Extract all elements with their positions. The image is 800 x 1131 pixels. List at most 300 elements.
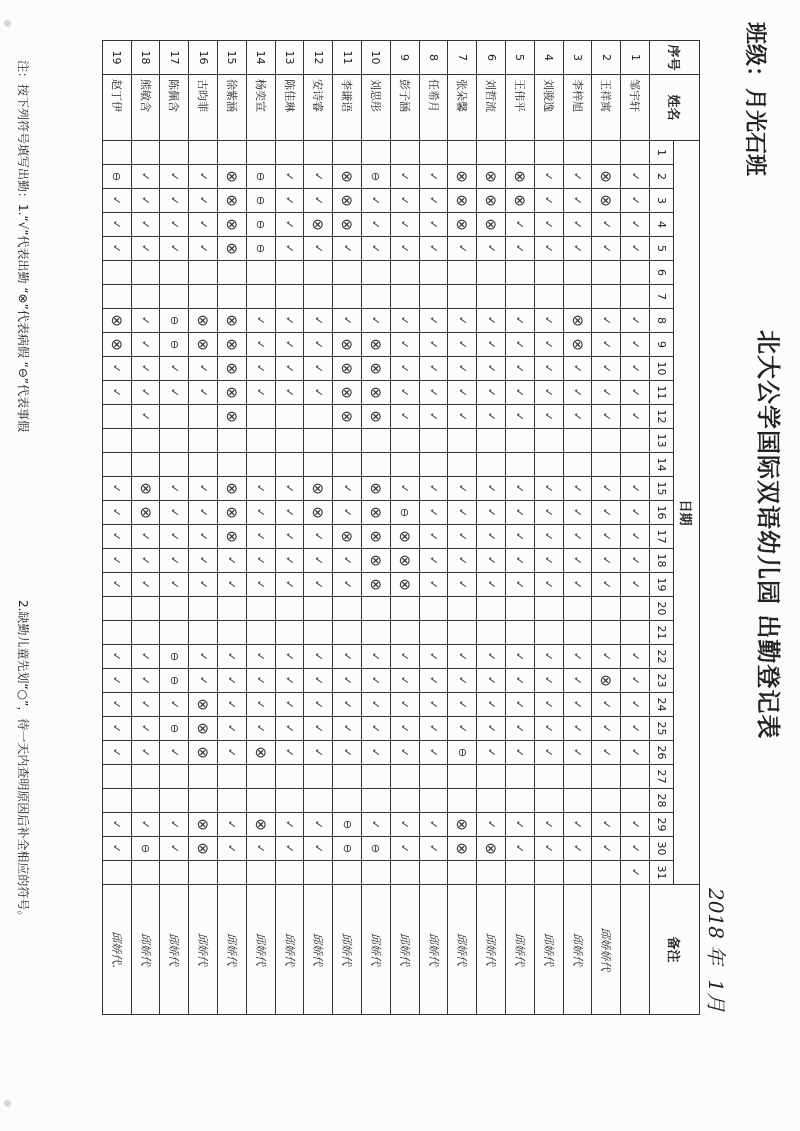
remark-signature: 邱娇代 xyxy=(477,885,506,1015)
attendance-mark xyxy=(333,141,362,165)
attendance-mark xyxy=(390,261,419,285)
attendance-mark: ✓ xyxy=(304,333,333,357)
attendance-mark: ⊖ xyxy=(362,837,391,861)
attendance-mark: ✓ xyxy=(333,549,362,573)
attendance-mark: ✓ xyxy=(419,381,448,405)
attendance-mark xyxy=(592,597,621,621)
attendance-mark: ⊗ xyxy=(448,165,477,189)
attendance-mark: ✓ xyxy=(506,477,535,501)
row-index: 5 xyxy=(506,41,535,75)
attendance-mark: ✓ xyxy=(102,837,131,861)
attendance-mark xyxy=(102,765,131,789)
table-row xyxy=(477,41,506,1015)
attendance-mark: ✓ xyxy=(275,573,304,597)
attendance-mark xyxy=(592,141,621,165)
attendance-mark xyxy=(218,621,247,645)
attendance-mark xyxy=(362,597,391,621)
remark-signature: 邱娇代 xyxy=(246,885,275,1015)
attendance-mark: ✓ xyxy=(362,645,391,669)
attendance-mark xyxy=(477,597,506,621)
attendance-mark xyxy=(246,453,275,477)
student-name: 徐紫涵 xyxy=(218,75,247,141)
remark-signature: 邱娇代 xyxy=(506,885,535,1015)
attendance-mark: ✓ xyxy=(131,309,160,333)
col-name-header: 姓名 xyxy=(650,75,700,141)
attendance-mark: ✓ xyxy=(621,669,650,693)
attendance-mark: ✓ xyxy=(419,357,448,381)
student-name: 张朵馨 xyxy=(448,75,477,141)
day-header: 24 xyxy=(650,693,674,717)
attendance-mark xyxy=(275,453,304,477)
attendance-mark xyxy=(592,261,621,285)
attendance-mark: ✓ xyxy=(534,405,563,429)
attendance-mark: ⊗ xyxy=(218,237,247,261)
attendance-mark: ✓ xyxy=(275,165,304,189)
attendance-mark: ✓ xyxy=(189,477,218,501)
attendance-mark: ⊗ xyxy=(592,189,621,213)
attendance-mark xyxy=(362,621,391,645)
attendance-mark: ✓ xyxy=(246,669,275,693)
attendance-mark xyxy=(304,789,333,813)
attendance-mark xyxy=(477,285,506,309)
attendance-mark xyxy=(275,285,304,309)
attendance-mark: ✓ xyxy=(304,837,333,861)
attendance-mark xyxy=(160,789,189,813)
attendance-mark: ⊗ xyxy=(102,309,131,333)
attendance-mark: ✓ xyxy=(563,477,592,501)
attendance-mark xyxy=(275,789,304,813)
attendance-mark: ✓ xyxy=(506,309,535,333)
attendance-mark: ✓ xyxy=(160,813,189,837)
attendance-mark xyxy=(563,765,592,789)
attendance-mark xyxy=(448,789,477,813)
attendance-mark: ✓ xyxy=(592,237,621,261)
attendance-mark: ⊗ xyxy=(477,165,506,189)
attendance-mark xyxy=(419,765,448,789)
attendance-mark: ✓ xyxy=(621,357,650,381)
attendance-mark: ✓ xyxy=(506,669,535,693)
attendance-mark xyxy=(419,141,448,165)
attendance-mark: ✓ xyxy=(506,717,535,741)
attendance-mark xyxy=(448,453,477,477)
attendance-mark: ✓ xyxy=(390,237,419,261)
attendance-mark: ✓ xyxy=(275,741,304,765)
attendance-mark: ✓ xyxy=(275,717,304,741)
attendance-mark xyxy=(534,765,563,789)
attendance-mark: ⊗ xyxy=(563,309,592,333)
attendance-mark: ✓ xyxy=(448,357,477,381)
attendance-mark: ⊗ xyxy=(390,573,419,597)
day-header: 28 xyxy=(650,789,674,813)
attendance-mark: ✓ xyxy=(592,309,621,333)
attendance-mark xyxy=(621,789,650,813)
attendance-mark: ✓ xyxy=(160,381,189,405)
table-row xyxy=(160,41,189,1015)
row-index: 18 xyxy=(131,41,160,75)
attendance-mark: ✓ xyxy=(131,645,160,669)
remark-signature: 邱娇代 xyxy=(333,885,362,1015)
class-label: 班级：月光石班 xyxy=(742,22,767,177)
attendance-mark: ✓ xyxy=(275,501,304,525)
attendance-mark xyxy=(506,261,535,285)
attendance-mark: ⊗ xyxy=(304,213,333,237)
attendance-mark: ✓ xyxy=(592,573,621,597)
attendance-mark: ✓ xyxy=(592,645,621,669)
attendance-mark: ⊗ xyxy=(362,525,391,549)
row-index: 14 xyxy=(246,41,275,75)
attendance-mark: ✓ xyxy=(592,837,621,861)
attendance-mark: ✓ xyxy=(419,549,448,573)
attendance-mark: ✓ xyxy=(304,357,333,381)
attendance-mark: ✓ xyxy=(563,165,592,189)
attendance-mark: ✓ xyxy=(102,237,131,261)
attendance-mark: ⊗ xyxy=(246,813,275,837)
attendance-mark xyxy=(419,621,448,645)
attendance-mark: ✓ xyxy=(131,717,160,741)
attendance-mark: ✓ xyxy=(477,357,506,381)
attendance-mark: ✓ xyxy=(621,741,650,765)
day-header: 3 xyxy=(650,189,674,213)
attendance-mark xyxy=(246,789,275,813)
attendance-mark: ✓ xyxy=(333,693,362,717)
student-name: 陈佩含 xyxy=(160,75,189,141)
attendance-mark: ✓ xyxy=(246,357,275,381)
student-name: 彭子涵 xyxy=(390,75,419,141)
attendance-mark xyxy=(362,861,391,885)
attendance-mark: ⊗ xyxy=(506,165,535,189)
attendance-mark xyxy=(189,405,218,429)
attendance-mark: ✓ xyxy=(333,501,362,525)
attendance-mark xyxy=(333,429,362,453)
attendance-mark: ✓ xyxy=(563,405,592,429)
attendance-mark xyxy=(189,765,218,789)
attendance-mark: ✓ xyxy=(189,381,218,405)
attendance-mark: ✓ xyxy=(592,405,621,429)
attendance-mark: ⊗ xyxy=(218,477,247,501)
attendance-mark: ✓ xyxy=(506,549,535,573)
attendance-mark: ✓ xyxy=(448,549,477,573)
attendance-mark: ✓ xyxy=(621,645,650,669)
attendance-mark: ✓ xyxy=(621,309,650,333)
attendance-mark: ✓ xyxy=(218,837,247,861)
remark-signature: 邱娇代. xyxy=(102,885,131,1015)
attendance-mark: ✓ xyxy=(304,549,333,573)
attendance-mark xyxy=(131,621,160,645)
attendance-mark xyxy=(304,141,333,165)
attendance-mark xyxy=(131,597,160,621)
attendance-mark: ✓ xyxy=(419,309,448,333)
attendance-mark: ✓ xyxy=(275,213,304,237)
attendance-mark xyxy=(448,765,477,789)
attendance-mark xyxy=(275,621,304,645)
attendance-mark: ✓ xyxy=(563,693,592,717)
attendance-mark: ✓ xyxy=(534,165,563,189)
col-remark-header: 备注 xyxy=(650,885,700,1015)
remark-signature: 邱娇代 xyxy=(304,885,333,1015)
attendance-mark xyxy=(218,429,247,453)
attendance-mark: ✓ xyxy=(534,573,563,597)
attendance-mark xyxy=(419,285,448,309)
attendance-mark xyxy=(362,789,391,813)
attendance-mark: ✓ xyxy=(563,381,592,405)
attendance-mark xyxy=(102,429,131,453)
attendance-mark: ✓ xyxy=(333,741,362,765)
attendance-mark: ✓ xyxy=(448,405,477,429)
attendance-mark: ✓ xyxy=(189,357,218,381)
attendance-mark xyxy=(160,261,189,285)
attendance-mark xyxy=(102,285,131,309)
attendance-mark: ✓ xyxy=(477,645,506,669)
attendance-mark: ⊗ xyxy=(189,333,218,357)
attendance-mark: ✓ xyxy=(189,501,218,525)
attendance-mark: ✓ xyxy=(506,381,535,405)
attendance-mark xyxy=(160,453,189,477)
attendance-mark xyxy=(304,765,333,789)
attendance-mark: ⊗ xyxy=(362,381,391,405)
attendance-mark: ✓ xyxy=(246,549,275,573)
attendance-mark xyxy=(131,285,160,309)
attendance-mark xyxy=(448,285,477,309)
attendance-mark: ⊗ xyxy=(333,333,362,357)
attendance-mark: ✓ xyxy=(333,669,362,693)
attendance-mark: ✓ xyxy=(419,645,448,669)
attendance-mark xyxy=(621,453,650,477)
attendance-mark xyxy=(534,285,563,309)
attendance-mark: ✓ xyxy=(160,573,189,597)
attendance-mark: ✓ xyxy=(333,477,362,501)
attendance-mark: ✓ xyxy=(160,213,189,237)
attendance-mark: ✓ xyxy=(304,813,333,837)
attendance-mark: ⊗ xyxy=(362,573,391,597)
attendance-mark xyxy=(304,261,333,285)
attendance-mark xyxy=(563,621,592,645)
student-name: 王祥寓 xyxy=(592,75,621,141)
attendance-mark: ⊗ xyxy=(506,189,535,213)
attendance-mark xyxy=(102,621,131,645)
attendance-mark: ✓ xyxy=(304,645,333,669)
attendance-mark: ⊗ xyxy=(218,165,247,189)
attendance-mark: ✓ xyxy=(102,693,131,717)
attendance-mark: ✓ xyxy=(102,525,131,549)
attendance-mark xyxy=(477,765,506,789)
attendance-mark xyxy=(390,621,419,645)
remark-signature: 邱娇代 xyxy=(534,885,563,1015)
attendance-mark: ⊗ xyxy=(218,501,247,525)
attendance-mark: ✓ xyxy=(534,381,563,405)
attendance-mark xyxy=(621,765,650,789)
attendance-mark: ✓ xyxy=(477,549,506,573)
attendance-mark: ⊗ xyxy=(333,357,362,381)
attendance-mark xyxy=(592,789,621,813)
attendance-mark xyxy=(160,765,189,789)
attendance-mark xyxy=(189,621,218,645)
attendance-mark xyxy=(333,285,362,309)
attendance-mark: ✓ xyxy=(419,525,448,549)
attendance-mark: ✓ xyxy=(102,213,131,237)
attendance-mark: ⊗ xyxy=(333,213,362,237)
attendance-mark: ✓ xyxy=(304,309,333,333)
attendance-mark: ✓ xyxy=(534,837,563,861)
document-title: 北大公学国际双语幼儿园 出勤登记表 xyxy=(754,330,782,740)
attendance-mark xyxy=(448,597,477,621)
attendance-mark xyxy=(333,453,362,477)
attendance-mark: ✓ xyxy=(189,213,218,237)
attendance-mark xyxy=(390,765,419,789)
attendance-mark: ✓ xyxy=(390,165,419,189)
attendance-mark: ⊗ xyxy=(448,213,477,237)
attendance-mark: ✓ xyxy=(362,237,391,261)
attendance-mark: ✓ xyxy=(419,237,448,261)
row-index: 7 xyxy=(448,41,477,75)
attendance-mark: ✓ xyxy=(477,813,506,837)
attendance-mark: ✓ xyxy=(419,165,448,189)
attendance-mark: ✓ xyxy=(592,381,621,405)
attendance-mark: ✓ xyxy=(304,717,333,741)
date-month: 1 xyxy=(704,979,728,992)
attendance-mark: ✓ xyxy=(131,525,160,549)
attendance-mark: ✓ xyxy=(506,837,535,861)
attendance-mark: ✓ xyxy=(621,813,650,837)
attendance-mark: ✓ xyxy=(189,669,218,693)
attendance-mark: ✓ xyxy=(592,357,621,381)
attendance-mark xyxy=(563,141,592,165)
student-name: 陈佳琳 xyxy=(275,75,304,141)
attendance-mark: ✓ xyxy=(275,237,304,261)
attendance-mark: ✓ xyxy=(563,813,592,837)
attendance-mark: ✓ xyxy=(102,189,131,213)
attendance-mark: ✓ xyxy=(563,717,592,741)
attendance-mark: ✓ xyxy=(246,573,275,597)
attendance-mark xyxy=(362,453,391,477)
attendance-mark: ✓ xyxy=(218,549,247,573)
row-index: 16 xyxy=(189,41,218,75)
attendance-mark: ✓ xyxy=(390,309,419,333)
attendance-mark xyxy=(534,621,563,645)
attendance-mark xyxy=(448,861,477,885)
attendance-mark: ✓ xyxy=(275,309,304,333)
attendance-mark: ✓ xyxy=(506,501,535,525)
attendance-mark: ✓ xyxy=(131,165,160,189)
attendance-mark: ✓ xyxy=(390,645,419,669)
attendance-mark: ✓ xyxy=(189,645,218,669)
attendance-mark: ✓ xyxy=(419,333,448,357)
attendance-mark: ✓ xyxy=(362,669,391,693)
attendance-mark xyxy=(390,453,419,477)
attendance-mark xyxy=(534,789,563,813)
attendance-mark xyxy=(102,789,131,813)
remark-signature: 邱娇代 xyxy=(131,885,160,1015)
attendance-mark: ✓ xyxy=(333,237,362,261)
attendance-mark: ✓ xyxy=(534,237,563,261)
attendance-mark xyxy=(333,765,362,789)
attendance-mark: ✓ xyxy=(534,741,563,765)
table-row xyxy=(131,41,160,1015)
attendance-mark: ⊖ xyxy=(160,717,189,741)
attendance-mark: ✓ xyxy=(246,525,275,549)
row-index: 12 xyxy=(304,41,333,75)
attendance-mark: ⊖ xyxy=(246,237,275,261)
attendance-mark xyxy=(131,789,160,813)
attendance-mark: ✓ xyxy=(131,237,160,261)
attendance-mark: ✓ xyxy=(275,477,304,501)
attendance-mark: ✓ xyxy=(563,525,592,549)
attendance-mark: ✓ xyxy=(275,189,304,213)
attendance-mark: ⊗ xyxy=(448,837,477,861)
attendance-mark xyxy=(246,261,275,285)
attendance-mark: ✓ xyxy=(362,813,391,837)
date-month-suffix: 月 xyxy=(704,992,728,1012)
attendance-mark: ✓ xyxy=(275,525,304,549)
attendance-mark: ⊗ xyxy=(333,381,362,405)
attendance-mark xyxy=(131,141,160,165)
attendance-mark xyxy=(189,861,218,885)
attendance-mark xyxy=(218,141,247,165)
attendance-mark: ✓ xyxy=(160,165,189,189)
attendance-mark xyxy=(362,141,391,165)
attendance-mark: ✓ xyxy=(304,573,333,597)
attendance-mark: ✓ xyxy=(563,501,592,525)
attendance-mark: ✓ xyxy=(448,237,477,261)
remark-signature: 邱娇代 xyxy=(563,885,592,1015)
day-header: 10 xyxy=(650,357,674,381)
attendance-mark: ✓ xyxy=(534,357,563,381)
attendance-mark: ✓ xyxy=(304,741,333,765)
attendance-mark: ✓ xyxy=(246,309,275,333)
attendance-mark: ✓ xyxy=(102,669,131,693)
attendance-mark: ✓ xyxy=(362,189,391,213)
absence-note: 2.缺勤儿童先划“○”，待一天内查明原因后补全相应的符号。 xyxy=(16,600,30,923)
attendance-mark xyxy=(592,861,621,885)
attendance-mark: ⊗ xyxy=(390,525,419,549)
table-row xyxy=(246,41,275,1015)
attendance-mark: ✓ xyxy=(362,693,391,717)
attendance-mark xyxy=(131,261,160,285)
attendance-mark xyxy=(160,141,189,165)
day-header: 18 xyxy=(650,549,674,573)
table-row xyxy=(390,41,419,1015)
attendance-mark xyxy=(304,429,333,453)
remark-signature: 邱娇代 xyxy=(390,885,419,1015)
attendance-mark: ✓ xyxy=(592,477,621,501)
attendance-mark xyxy=(390,861,419,885)
attendance-mark xyxy=(102,405,131,429)
attendance-mark: ✓ xyxy=(218,693,247,717)
legend-note: 注：按下列符号填写出勤：1.“√”代表出勤 “⊗”代表病假 “⊖”代表事假 xyxy=(16,60,30,433)
attendance-mark: ✓ xyxy=(131,213,160,237)
attendance-mark: ✓ xyxy=(362,741,391,765)
attendance-mark: ⊖ xyxy=(160,333,189,357)
attendance-mark xyxy=(563,453,592,477)
attendance-mark xyxy=(275,141,304,165)
attendance-mark: ✓ xyxy=(160,477,189,501)
attendance-mark: ⊖ xyxy=(246,213,275,237)
attendance-mark xyxy=(621,261,650,285)
attendance-mark xyxy=(189,141,218,165)
table-row xyxy=(333,41,362,1015)
attendance-mark: ✓ xyxy=(534,669,563,693)
student-name: 熊敏含 xyxy=(131,75,160,141)
attendance-mark xyxy=(563,597,592,621)
attendance-mark: ✓ xyxy=(102,477,131,501)
attendance-mark: ⊗ xyxy=(362,333,391,357)
attendance-mark: ✓ xyxy=(563,549,592,573)
attendance-mark: ✓ xyxy=(506,405,535,429)
attendance-mark: ✓ xyxy=(506,693,535,717)
attendance-mark xyxy=(218,789,247,813)
attendance-mark xyxy=(189,453,218,477)
attendance-mark: ✓ xyxy=(534,189,563,213)
attendance-mark xyxy=(160,285,189,309)
